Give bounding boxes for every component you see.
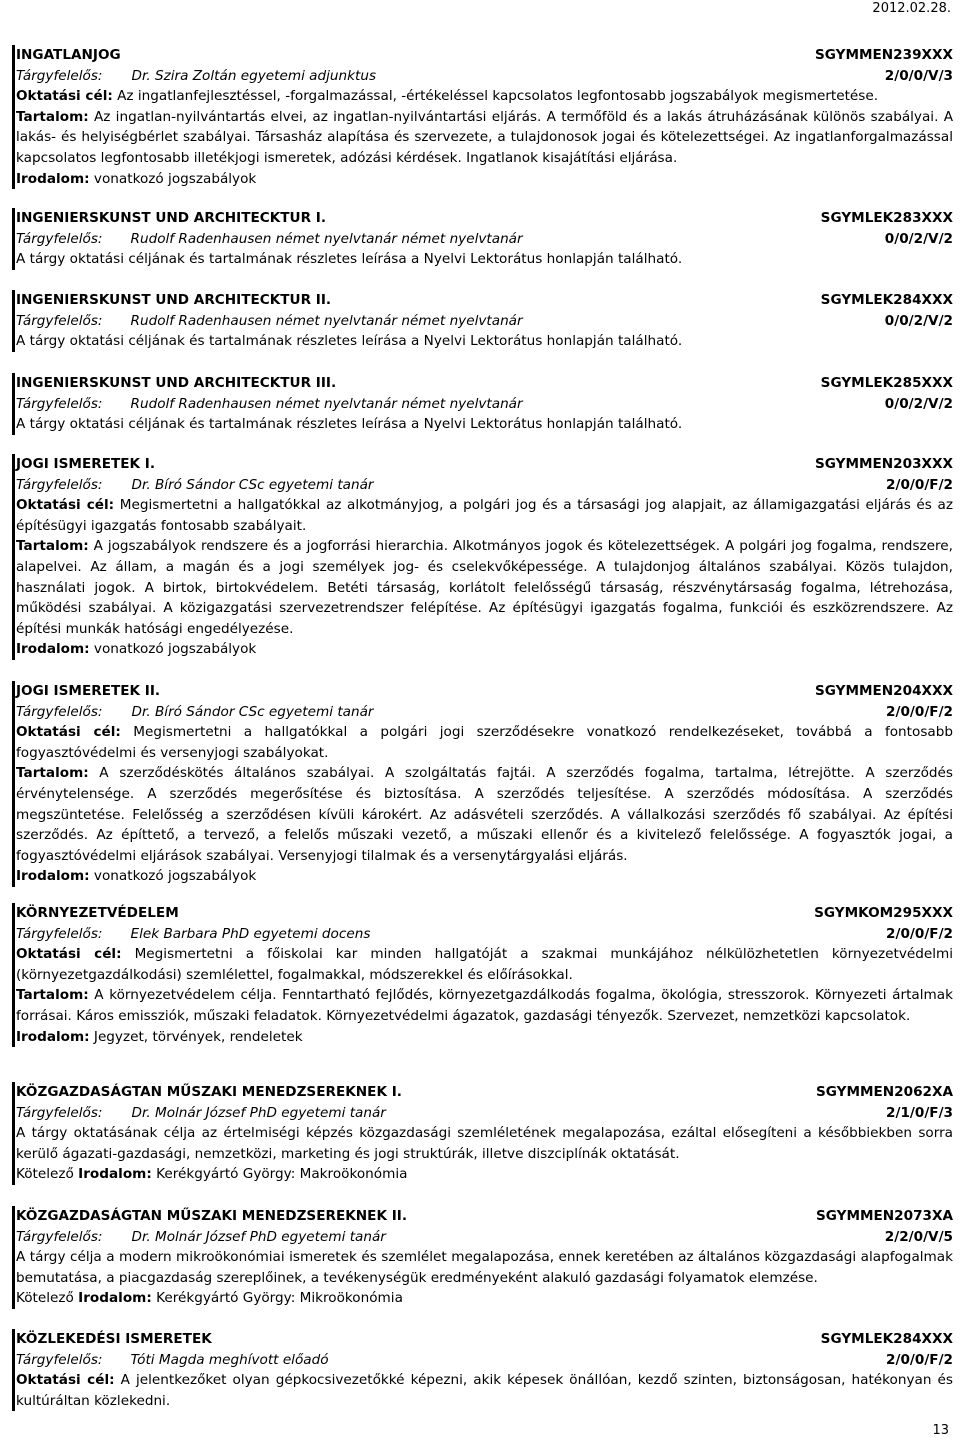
course-title-row (16, 373, 953, 394)
course-responsible-row (16, 311, 953, 332)
course-block (12, 45, 953, 189)
course-credit: 0/0/2/V/2 (884, 395, 953, 412)
responsible-name: Dr. Bíró Sándor CSc egyetemi tanár (131, 476, 374, 493)
course-responsible-row (16, 1227, 953, 1248)
responsible-name: Dr. Szira Zoltán egyetemi adjunktus (131, 67, 377, 84)
paragraph-label: Oktatási cél: (16, 724, 121, 741)
course-paragraph (16, 331, 953, 352)
course-paragraph (16, 86, 953, 107)
paragraph-text: A jelentkezőket olyan gépkocsivezetőkké képezni, akik képesek önállóan, kezdő szinten, biztonságosan, hatékonyan és kultúráltan közlekedni. (16, 1372, 953, 1409)
course-credit: 2/1/0/F/3 (886, 1104, 953, 1121)
course-title-row (16, 1082, 953, 1103)
paragraph-text: Megismertetni a hallgatókkal a polgári jogi szerződésekre vonatkozó rendelkezéseket, továbbá a fontosabb fogyasztóvédelmi és versenyjogi szabályokat. (16, 724, 953, 761)
course-paragraph (16, 249, 953, 270)
paragraph-label: Irodalom: (16, 868, 90, 885)
course-responsible-row (16, 394, 953, 415)
course-code: SGYMKOM295XXX (814, 905, 953, 921)
paragraph-text: A tárgy oktatási céljának és tartalmának részletes leírása a Nyelvi Lektorátus honlapján található. (16, 333, 683, 350)
course-code: SGYMMEN239XXX (814, 47, 953, 63)
responsible-label: Tárgyfelelős: (16, 1228, 103, 1245)
course-code: SGYMLEK283XXX (820, 210, 953, 226)
responsible-name: Dr. Molnár József PhD egyetemi tanár (131, 1228, 386, 1245)
paragraph-text: Kerékgyártó György: Makroökonómia (151, 1166, 408, 1183)
course-credit: 2/0/0/F/2 (886, 925, 953, 942)
responsible-name: Rudolf Radenhausen német nyelvtanár német nyelvtanár (130, 395, 523, 412)
paragraph-label: Tartalom: (16, 538, 89, 555)
course-code: SGYMLEK284XXX (820, 292, 953, 308)
paragraph-label: Tartalom: (16, 765, 89, 782)
paragraph-label: Oktatási cél: (16, 1372, 115, 1389)
paragraph-prefix: Kötelező (16, 1166, 79, 1183)
course-title-row (16, 45, 953, 66)
responsible-label: Tárgyfelelős: (16, 1351, 103, 1368)
course-paragraph (16, 763, 953, 866)
course-paragraph (16, 985, 953, 1026)
responsible-label: Tárgyfelelős: (16, 312, 103, 329)
course-code: SGYMMEN204XXX (814, 683, 953, 699)
course-title: JOGI ISMERETEK I. (16, 456, 156, 472)
paragraph-text: Megismertetni a főiskolai kar minden hallgatóját a szakmai munkájához nélkülözhetetlen környezetvédelmi (környezetgazdálkodási) szemlélettel, fogalmakkal, módszerekkel és előírásokkal. (16, 946, 954, 983)
course-responsible (16, 229, 523, 250)
responsible-label: Tárgyfelelős: (16, 925, 103, 942)
paragraph-text: Jegyzet, törvények, rendeletek (89, 1028, 303, 1045)
course-responsible-row (16, 66, 953, 87)
responsible-name: Tóti Magda meghívott előadó (130, 1351, 329, 1368)
course-responsible (16, 1103, 386, 1124)
course-paragraph (16, 944, 953, 985)
paragraph-label: Irodalom: (16, 1028, 90, 1045)
course-block (12, 903, 953, 1047)
course-responsible (16, 66, 376, 87)
responsible-label: Tárgyfelelős: (16, 395, 103, 412)
paragraph-text: A tárgy célja a modern mikroökonómiai ismeretek és szemlélet megalapozása, ennek keretében az általános közgazdasági alapfogalmak bemutatása, a piacgazdaság szereplőinek, a tevékenységük eredményeként alakuló gazdasági folyamatok elemzése. (16, 1249, 953, 1286)
paragraph-label: Irodalom: (78, 1290, 152, 1307)
paragraph-text: vonatkozó jogszabályok (89, 170, 257, 187)
course-paragraph (16, 495, 953, 536)
responsible-label: Tárgyfelelős: (16, 230, 103, 247)
paragraph-text: A jogszabályok rendszere és a jogforrási hierarchia. Alkotmányos jogok és kötelezettségek. A polgári jog fogalma, rendszere, alapelvei. Az állam, a magán és a jogi személyek jog- és cselekvőképessége. A tulajdonjog általános szabályai. Közös tulajdon, használati jogok. A birtok, birtokvédelem. Betéti társaság, korlátolt felelősségű társaság, részvénytársaság fogalma, létrehozása, működési szabályai. A közigazgatási szervezetrendszer felépítése. Az építésügyi igazgatás fogalma, funkciói és eszközrendszere. Az építési munkák hatósági engedélyezése. (16, 538, 953, 637)
course-paragraph (16, 639, 953, 660)
course-block (12, 681, 953, 887)
paragraph-label: Irodalom: (16, 170, 90, 187)
responsible-name: Rudolf Radenhausen német nyelvtanár német nyelvtanár (130, 312, 523, 329)
course-title: JOGI ISMERETEK II. (16, 683, 161, 699)
course-paragraph (16, 866, 953, 887)
paragraph-text: A tárgy oktatásának célja az értelmiségi képzés közgazdasági szemléletének megalapozása, ezáltal elősegíteni a későbbiekben sorra kerülő ágazati-gazdasági, nemzetközi, marketing és jogi struktúrák, illetve diszciplínák oktatását. (16, 1125, 953, 1162)
course-responsible-row (16, 1350, 953, 1371)
course-block (12, 208, 953, 270)
course-paragraph (16, 1164, 953, 1185)
course-block (12, 454, 953, 660)
course-credit: 2/0/0/F/2 (886, 703, 953, 720)
responsible-name: Elek Barbara PhD egyetemi docens (130, 925, 371, 942)
paragraph-text: vonatkozó jogszabályok (89, 641, 257, 658)
paragraph-text: Megismertetni a hallgatókkal az alkotmányjog, a polgári jog és a társasági jog alapjait, az államigazgatási eljárás és az építésügyi igazgatás fontosabb szabályait. (16, 497, 953, 534)
course-responsible (16, 475, 374, 496)
responsible-name: Dr. Bíró Sándor CSc egyetemi tanár (131, 703, 374, 720)
paragraph-label: Irodalom: (16, 641, 90, 658)
course-title: KÖZGAZDASÁGTAN MŰSZAKI MENEDZSEREKNEK I. (16, 1084, 402, 1100)
course-block (12, 1206, 953, 1309)
course-responsible-row (16, 1103, 953, 1124)
course-paragraph (16, 414, 953, 435)
course-code: SGYMMEN2073XA (815, 1208, 953, 1224)
course-responsible-row (16, 475, 953, 496)
course-credit: 2/0/0/F/2 (886, 476, 953, 493)
course-title: KÖRNYEZETVÉDELEM (16, 905, 179, 921)
course-code: SGYMLEK284XXX (820, 1331, 953, 1347)
responsible-label: Tárgyfelelős: (16, 476, 103, 493)
paragraph-text: A szerződéskötés általános szabályai. A szolgáltatás fajtái. A szerződés fogalma, tartalma, létrejötte. A szerződés érvénytelensége. A szerződés megerősítése és biztosítása. A szerződés teljesítése. A szerződés módosítása. A szerződés megszüntetése. Felelősség a szerződésen kívüli károkért. Az adásvételi szerződés. A vállalkozási szerződés fő szabályai. Az építési szerződés. Az építtető, a tervező, a felelős műszaki vezető, a műszaki ellenőr és a kivitelező felelőssége. A fogyasztók jogai, a fogyasztóvédelmi eljárások szabályai. Versenyjogi tilalmak és a versenytárgyalási eljárás. (16, 765, 953, 864)
course-title: KÖZLEKEDÉSI ISMERETEK (16, 1331, 212, 1347)
course-title: INGENIERSKUNST UND ARCHITECKTUR I. (16, 210, 326, 226)
paragraph-text: A környezetvédelem célja. Fenntartható fejlődés, környezetgazdálkodás fogalma, ökológia, stresszorok. Környezeti ártalmak forrásai. Káros emissziók, műszaki feladatok. Környezetvédelmi ágazatok, gazdasági tényezők. Szervezet, nemzetközi kapcsolatok. (16, 987, 953, 1024)
course-credit: 2/2/0/V/5 (884, 1228, 953, 1245)
course-paragraph (16, 1123, 953, 1164)
course-code: SGYMMEN203XXX (814, 456, 953, 472)
paragraph-text: A tárgy oktatási céljának és tartalmának részletes leírása a Nyelvi Lektorátus honlapján található. (16, 251, 683, 268)
course-title-row (16, 1206, 953, 1227)
responsible-label: Tárgyfelelős: (16, 67, 103, 84)
course-title-row (16, 290, 953, 311)
course-paragraph (16, 1027, 953, 1048)
course-block (12, 1082, 953, 1185)
course-code: SGYMMEN2062XA (815, 1084, 953, 1100)
responsible-name: Dr. Molnár József PhD egyetemi tanár (131, 1104, 386, 1121)
paragraph-text: A tárgy oktatási céljának és tartalmának részletes leírása a Nyelvi Lektorátus honlapján található. (16, 416, 683, 433)
page-number: 13 (932, 1423, 949, 1438)
paragraph-text: Az ingatlanfejlesztéssel, -forgalmazással, -értékeléssel kapcsolatos legfontosabb jogszabályok megismertetése. (112, 88, 879, 105)
paragraph-label: Oktatási cél: (16, 497, 115, 514)
paragraph-label: Oktatási cél: (16, 946, 122, 963)
course-credit: 2/0/0/F/2 (886, 1351, 953, 1368)
course-responsible (16, 394, 523, 415)
course-block (12, 1329, 953, 1411)
paragraph-label: Tartalom: (16, 987, 89, 1004)
course-title-row (16, 903, 953, 924)
course-title-row (16, 681, 953, 702)
page-date: 2012.02.28. (872, 1, 951, 16)
course-paragraph (16, 1370, 953, 1411)
course-title: INGATLANJOG (16, 47, 121, 63)
course-paragraph (16, 107, 953, 169)
course-credit: 2/0/0/V/3 (884, 67, 953, 84)
course-title: INGENIERSKUNST UND ARCHITECKTUR III. (16, 375, 337, 391)
paragraph-label: Oktatási cél: (16, 88, 113, 105)
course-title-row (16, 454, 953, 475)
course-credit: 0/0/2/V/2 (884, 230, 953, 247)
responsible-name: Rudolf Radenhausen német nyelvtanár német nyelvtanár (130, 230, 523, 247)
course-responsible (16, 924, 370, 945)
course-title-row (16, 1329, 953, 1350)
paragraph-prefix: Kötelező (16, 1290, 79, 1307)
course-paragraph (16, 1288, 953, 1309)
course-paragraph (16, 1247, 953, 1288)
course-responsible (16, 1227, 386, 1248)
responsible-label: Tárgyfelelős: (16, 1104, 103, 1121)
course-responsible (16, 702, 374, 723)
course-block (12, 373, 953, 435)
course-responsible-row (16, 702, 953, 723)
responsible-label: Tárgyfelelős: (16, 703, 103, 720)
course-paragraph (16, 169, 953, 190)
course-responsible-row (16, 924, 953, 945)
paragraph-text: Az ingatlan-nyilvántartás elvei, az ingatlan-nyilvántartási eljárás. A termőföld és a lakás átruházásának különös szabályai. A lakás- és helyiségbérlet szabályai. Társasház alapítása és szervezete, a tulajdonosok jogai és kötelezettségei. Az ingatlanforgalmazással kapcsolatos legfontosabb illetékjogi ismeretek, adózási kérdések. Ingatlanok kisajátítási eljárása. (16, 108, 953, 166)
course-responsible (16, 1350, 329, 1371)
course-code: SGYMLEK285XXX (820, 375, 953, 391)
paragraph-label: Irodalom: (78, 1166, 152, 1183)
course-paragraph (16, 722, 953, 763)
course-title: KÖZGAZDASÁGTAN MŰSZAKI MENEDZSEREKNEK II. (16, 1208, 407, 1224)
paragraph-label: Tartalom: (16, 108, 89, 125)
course-title-row (16, 208, 953, 229)
paragraph-text: Kerékgyártó György: Mikroökonómia (151, 1290, 403, 1307)
course-block (12, 290, 953, 352)
course-paragraph (16, 536, 953, 639)
course-credit: 0/0/2/V/2 (884, 312, 953, 329)
course-responsible (16, 311, 523, 332)
course-title: INGENIERSKUNST UND ARCHITECKTUR II. (16, 292, 332, 308)
course-responsible-row (16, 229, 953, 250)
paragraph-text: vonatkozó jogszabályok (89, 868, 257, 885)
